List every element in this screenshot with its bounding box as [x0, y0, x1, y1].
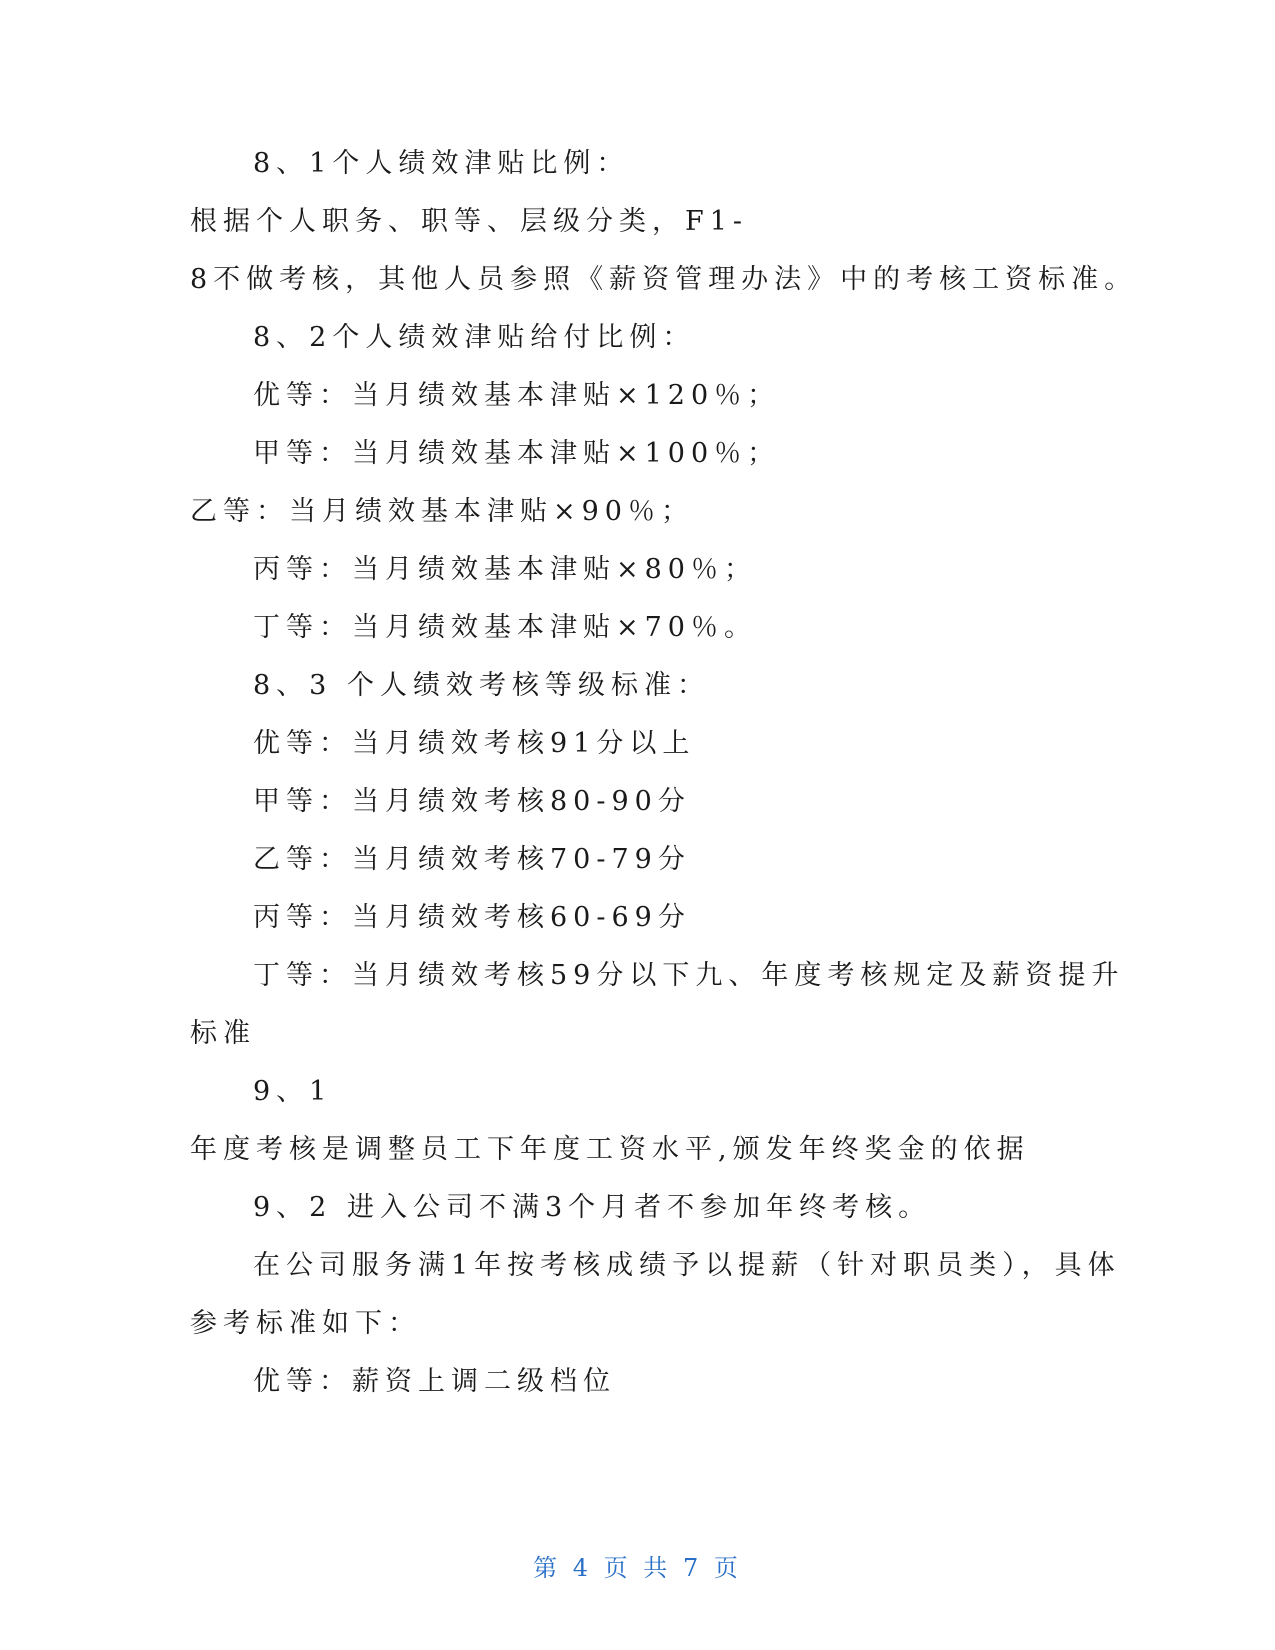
- paragraph-line: 乙等：当月绩效基本津贴×90％；: [190, 496, 694, 527]
- paragraph-line: 丙等：当月绩效考核60-69分: [253, 902, 691, 933]
- paragraph-line: 丁等：当月绩效基本津贴×70％。: [253, 612, 757, 643]
- paragraph-line: 优等：当月绩效考核91分以上: [253, 728, 696, 759]
- paragraph-line: 9、2 进入公司不满3个月者不参加年终考核。: [253, 1192, 932, 1223]
- page-number-footer: 第 4 页 共 7 页: [533, 1554, 742, 1582]
- paragraph-line: 丙等：当月绩效基本津贴×80％；: [253, 554, 757, 585]
- paragraph-line: 8、3 个人绩效考核等级标准：: [253, 670, 710, 701]
- paragraph-line: 甲等：当月绩效基本津贴×100％；: [253, 438, 781, 469]
- paragraph-line: 年度考核是调整员工下年度工资水平,颁发年终奖金的依据: [190, 1134, 1030, 1165]
- paragraph-line: 优等：薪资上调二级档位: [253, 1366, 616, 1397]
- paragraph-line: 根据个人职务、职等、层级分类，F1-: [190, 206, 749, 237]
- paragraph-line: 甲等：当月绩效考核80-90分: [253, 786, 691, 817]
- paragraph-line: 优等：当月绩效基本津贴×120％；: [253, 380, 781, 411]
- paragraph-line: 8不做考核，其他人员参照《薪资管理办法》中的考核工资标准。: [190, 264, 1138, 295]
- paragraph-line: 丁等：当月绩效考核59分以下九、年度考核规定及薪资提升: [253, 960, 1125, 991]
- paragraph-line: 乙等：当月绩效考核70-79分: [253, 844, 691, 875]
- paragraph-line: 标准: [190, 1018, 256, 1049]
- paragraph-line: 9、1: [253, 1076, 333, 1107]
- paragraph-line: 8、2个人绩效津贴给付比例：: [253, 322, 696, 353]
- paragraph-line: 在公司服务满1年按考核成绩予以提薪（针对职员类），具体: [253, 1250, 1121, 1281]
- paragraph-line: 参考标准如下：: [190, 1308, 421, 1339]
- paragraph-line: 8、1个人绩效津贴比例：: [253, 148, 630, 179]
